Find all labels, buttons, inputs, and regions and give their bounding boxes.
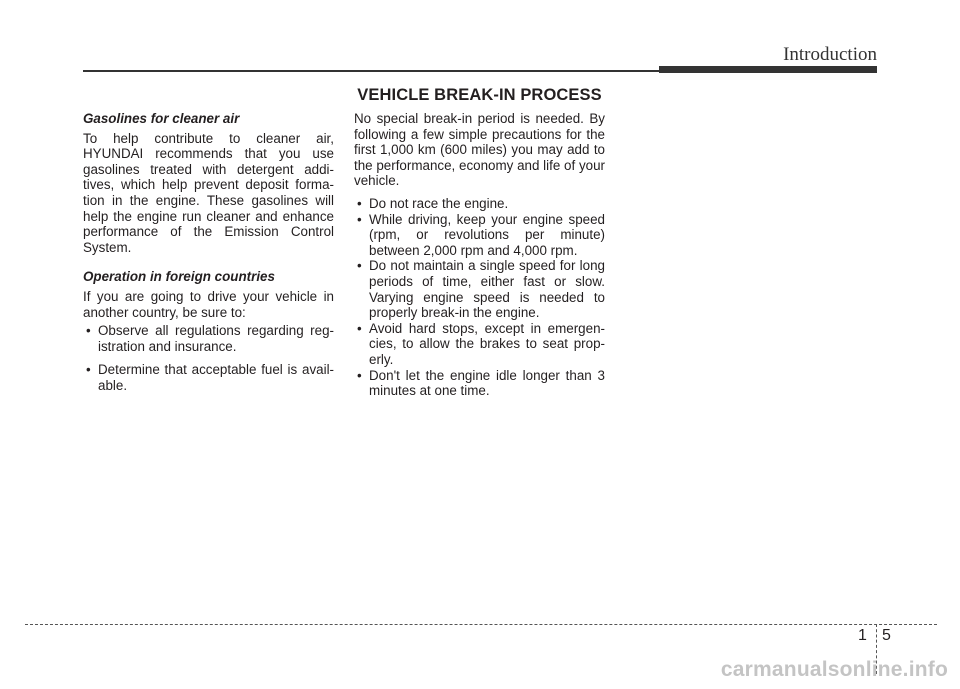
page-number: 5 <box>882 627 891 644</box>
watermark: carmanualsonline.info <box>720 658 948 681</box>
left-column <box>83 111 334 394</box>
list-item: • Observe all regulations regarding reg-istration and insurance. <box>83 323 334 354</box>
break-in-heading: VEHICLE BREAK-IN PROCESS <box>357 86 602 104</box>
header-rule <box>83 70 663 72</box>
break-in-intro: No special break-in period is needed. By following a few simple precautions for the first 1,000 km (600 miles) you may add to the performance, economy and life of your vehicle. <box>354 111 605 189</box>
section-title: Introduction <box>783 44 877 65</box>
chapter-number: 1 <box>858 627 867 644</box>
list-item: • Avoid hard stops, except in emergen-cies, to allow the brakes to seat prop-erly. <box>354 321 605 368</box>
foreign-countries-paragraph: If you are going to drive your vehicle in another country, be sure to: <box>83 288 334 320</box>
list-item: • Determine that acceptable fuel is avail-able. <box>83 362 334 393</box>
list-item: • Do not race the engine. <box>354 196 605 212</box>
foreign-countries-heading: Operation in foreign countries <box>83 269 275 285</box>
list-item: • While driving, keep your engine speed (rpm, or revolutions per minute) between 2,000 rpm and 4,000 rpm. <box>354 212 605 259</box>
list-item: • Do not maintain a single speed for long periods of time, either fast or slow. Varying engine speed is needed to properly break-in the engine. <box>354 258 605 320</box>
break-in-list <box>354 196 605 399</box>
gasolines-paragraph: To help contribute to cleaner air, HYUNDAI recommends that you use gasolines treated with detergent addi-tives, which help prevent deposit forma-tion in the engine. These gasolines will help the engine run cleaner and enhance performance of the Emission Control System. <box>83 130 334 255</box>
right-column <box>354 111 605 399</box>
foreign-countries-list <box>83 323 334 393</box>
list-item: • Don't let the engine idle longer than 3 minutes at one time. <box>354 368 605 399</box>
footer-divider <box>25 624 937 625</box>
header-rule-accent <box>659 66 877 73</box>
gasolines-heading: Gasolines for cleaner air <box>83 111 240 126</box>
